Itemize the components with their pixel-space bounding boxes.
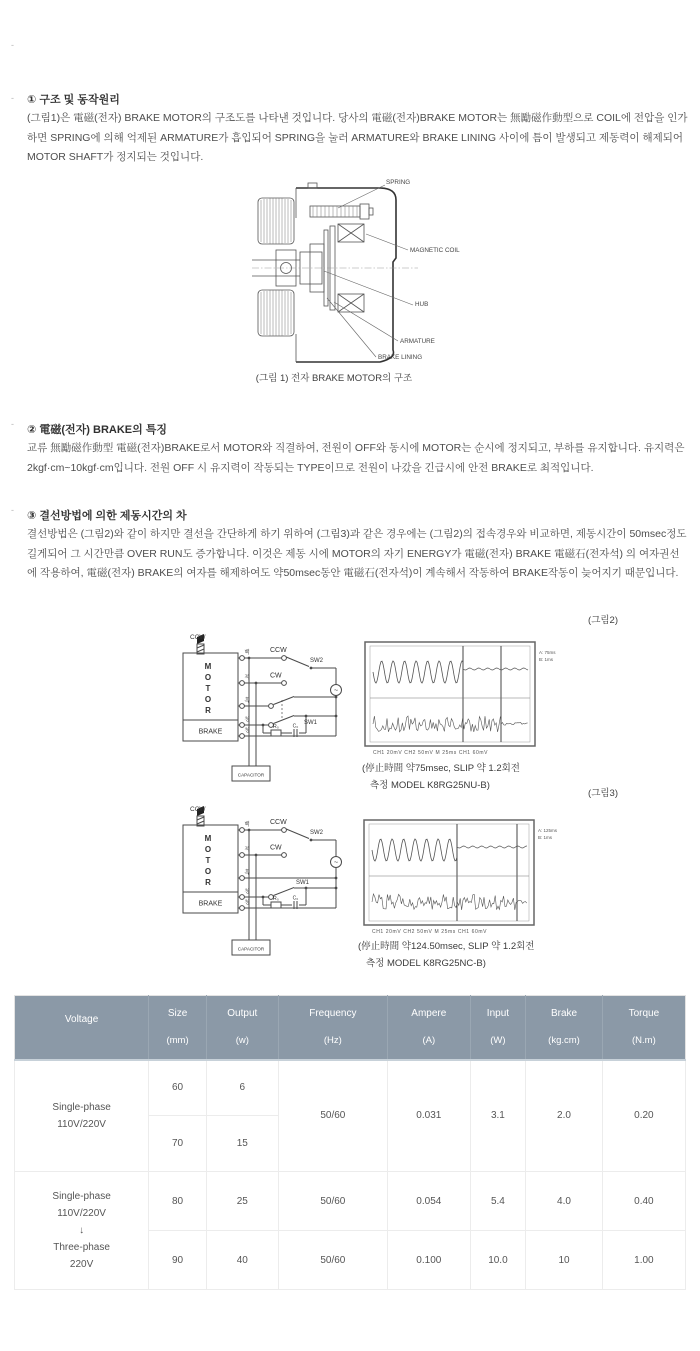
svg-text:R: R [205,878,211,887]
margin-mark: - [11,419,14,429]
size-cell: 70 [149,1116,207,1172]
section-3-body: 결선방법은 (그림2)와 같이 하지만 결선을 간단하게 하기 위하여 (그림3)과 같은 경우에는 (그림2)의 접속경우와 비교하면, 제동시간이 50msec정도 길게되어 그 시간만큼 OVER RUN도 증가합니다. 이것은 제동 시에 MOTOR의 자기 ENERGY가 電磁(전자) BRAKE 電磁石(전자석) 의 여자권선에 작용하여, 電磁(전자) BRAKE의 여자를 해제하여도 약50msec동안 電磁石(전자석)이 계속해서 작동하여 BRAKE작동이 늦어지기 때문입니다. [27,528,687,579]
col-header-brake: Brake (kg.cm) [526,996,602,1060]
input-cell: 3.1 [470,1060,526,1172]
brake-lining-label: BRAKE LINING [378,354,423,361]
spring-label: SPRING [386,179,411,186]
svg-text:흑: 흑 [244,698,250,704]
svg-text:적: 적 [244,847,250,853]
margin-mark: - [11,505,14,515]
svg-text:O: O [204,695,212,704]
input-cell: 5.4 [470,1172,526,1231]
scope-annotation-b: B: 1ms [538,835,553,840]
svg-text:T: T [205,684,211,693]
r0-label: R₀ [273,724,279,730]
sw2-blade [286,829,309,839]
voltage-cell: Single-phase 110V/220V ↓ Three-phase 220V [15,1172,149,1290]
col-header-ampere: Ampere (A) [388,996,471,1060]
spring-assembly [310,206,360,217]
figure2-tag: (그림2) [588,615,618,626]
svg-text:O: O [204,673,212,682]
brake-cell: 10 [526,1231,602,1290]
svg-text:M: M [204,834,212,843]
svg-text:백: 백 [244,650,250,656]
spec-table-wrapper [14,995,686,1290]
table-row [15,1060,686,1116]
resistor-r0 [271,730,281,736]
rotation-direction-label: CCW [190,806,206,813]
cw-terminal-label: CW [270,672,282,680]
ccw-terminal-label: CCW [270,647,287,654]
ccw-terminal [282,828,287,833]
motor-label [205,834,212,887]
svg-text:청: 청 [244,900,250,906]
output-cell: 6 [206,1060,278,1116]
resistor-r0 [271,902,281,908]
ac-tilde: ~ [333,859,339,867]
frequency-cell: 50/60 [278,1060,387,1172]
col-header-frequency: Frequency (Hz) [278,996,387,1060]
svg-text:O: O [204,867,212,876]
sw2-blade [286,657,309,667]
ccw-terminal [282,656,287,661]
cw-terminal [282,853,287,858]
section-3-heading: ③ 결선방법에 의한 제동시간의 차 [27,510,187,522]
margin-mark: - [11,93,14,103]
leader-lines [324,185,413,357]
motor-label [205,662,212,715]
figure2-circuit-diagram [178,628,350,793]
scope-annotation-b: B: 1ms [539,657,554,662]
cw-terminal [282,681,287,686]
figure3-caption-line1: (停止時間 약124.50msec, SLIP 약 1.2회전 [358,941,535,952]
col-header-voltage: Voltage [15,996,149,1060]
svg-text:청: 청 [244,717,250,723]
svg-text:백: 백 [244,822,250,828]
figure2-oscilloscope [363,640,568,760]
col-header-torque: Torque (N.m) [602,996,685,1060]
rotation-direction-label: CCW [190,634,206,641]
torque-cell: 1.00 [602,1231,685,1290]
svg-text:청: 청 [244,889,250,895]
sw1-label: SW1 [296,880,310,886]
ampere-cell: 0.100 [388,1231,471,1290]
figure3-oscilloscope [362,818,567,940]
svg-text:R: R [205,706,211,715]
svg-text:T: T [205,856,211,865]
sw2-label: SW2 [310,830,324,836]
brake-cell: 4.0 [526,1172,602,1231]
figure2-caption-line2: 측정 MODEL K8RG25NU-B) [370,780,490,791]
cw-terminal-label: CW [270,844,282,852]
size-cell: 90 [149,1231,207,1290]
voltage-cell: Single-phase 110V/220V [15,1060,149,1172]
output-cell: 15 [206,1116,278,1172]
table-row [15,1172,686,1231]
figure3-circuit-diagram [178,800,350,968]
sw1-blade-2 [274,716,295,724]
ac-tilde: ~ [333,687,339,695]
table-header-row [15,996,686,1060]
brake-label: BRAKE [198,728,223,736]
figure3-caption-line2: 측정 MODEL K8RG25NC-B) [366,958,486,969]
ampere-cell: 0.054 [388,1172,471,1231]
svg-text:청: 청 [244,728,250,734]
figure2-caption-line1: (停止時間 약75msec, SLIP 약 1.2회전 [362,763,520,774]
scope-status-bar: CH1 20mV CH2 50mV M 25ms CH1 60mV [373,750,489,756]
c0-label: C₀ [292,895,299,902]
section-2-heading: ② 電磁(전자) BRAKE의 특징 [27,424,168,436]
torque-cell: 0.40 [602,1172,685,1231]
brake-cell: 2.0 [526,1060,602,1172]
ampere-cell: 0.031 [388,1060,471,1172]
armature-label: ARMATURE [400,338,435,345]
sw1-label: SW1 [304,720,318,726]
section-2-body: 교류 無勵磁作動型 電磁(전자)BRAKE로서 MOTOR와 직결하여, 전원이 OFF와 동시에 MOTOR는 순시에 정지되고, 부하를 유지합니다. 유지력은 2kgf·cm~10kgf·cm입니다. 전원 OFF 시 유지력이 작동되는 TYPE이므로 전원이 나갔을 긴급시에 안전 BRAKE로 최적입니다. [27,442,685,474]
col-header-input: Input (W) [470,996,526,1060]
frequency-cell: 50/60 [278,1231,387,1290]
sw2-label: SW2 [310,658,324,664]
r0-label: R₀ [273,896,279,902]
section-1-heading: ① 구조 및 동작원리 [27,94,120,106]
size-cell: 60 [149,1060,207,1116]
size-cell: 80 [149,1172,207,1231]
c0-label: C₀ [292,723,299,730]
sw1-blade [274,888,295,896]
capacitor-label: CAPACITOR [237,772,265,778]
hub-label: HUB [415,301,429,308]
svg-text:M: M [204,662,212,671]
col-header-output: Output (w) [206,996,278,1060]
output-cell: 40 [206,1231,278,1290]
brake-housing-outline [296,188,396,362]
frequency-cell: 50/60 [278,1172,387,1231]
input-cell: 10.0 [470,1231,526,1290]
torque-cell: 0.20 [602,1060,685,1172]
ccw-terminal-label: CCW [270,819,287,826]
sw1-blade-1 [274,697,295,705]
brake-label: BRAKE [198,900,223,908]
svg-text:적: 적 [244,675,250,681]
scope-status-bar: CH1 20mV CH2 50mV M 25ms CH1 60mV [372,929,488,935]
output-cell: 25 [206,1172,278,1231]
scope-annotation-a: A: 125ms [538,828,558,833]
col-header-size: Size (mm) [149,996,207,1060]
figure3-tag: (그림3) [588,788,618,799]
scope-annotation-a: A: 75ms [539,650,556,655]
margin-mark: - [11,40,14,50]
magnetic-coil-label: MAGNETIC COIL [410,247,460,254]
svg-text:O: O [204,845,212,854]
section-1-body: (그림1)은 電磁(전자) BRAKE MOTOR의 구조도를 나타낸 것입니다. 당사의 電磁(전자)BRAKE MOTOR는 無勵磁作動型으로 COIL에 전압을 인가하면 SPRING에 의해 억제된 ARMATURE가 흡입되어 SPRING을 눌러 ARMATURE와 BRAKE LINING 사이에 틈이 발생되고 제동력이 해제되어 MOTOR SHAFT가 정지되는 것입니다. [27,112,688,163]
capacitor-label: CAPACITOR [237,946,265,952]
svg-text:흑: 흑 [244,870,250,876]
figure1-caption: (그림 1) 전자 BRAKE MOTOR의 구조 [255,373,413,384]
figure1-motor-cross-section [250,172,480,370]
spec-table [14,995,686,1290]
